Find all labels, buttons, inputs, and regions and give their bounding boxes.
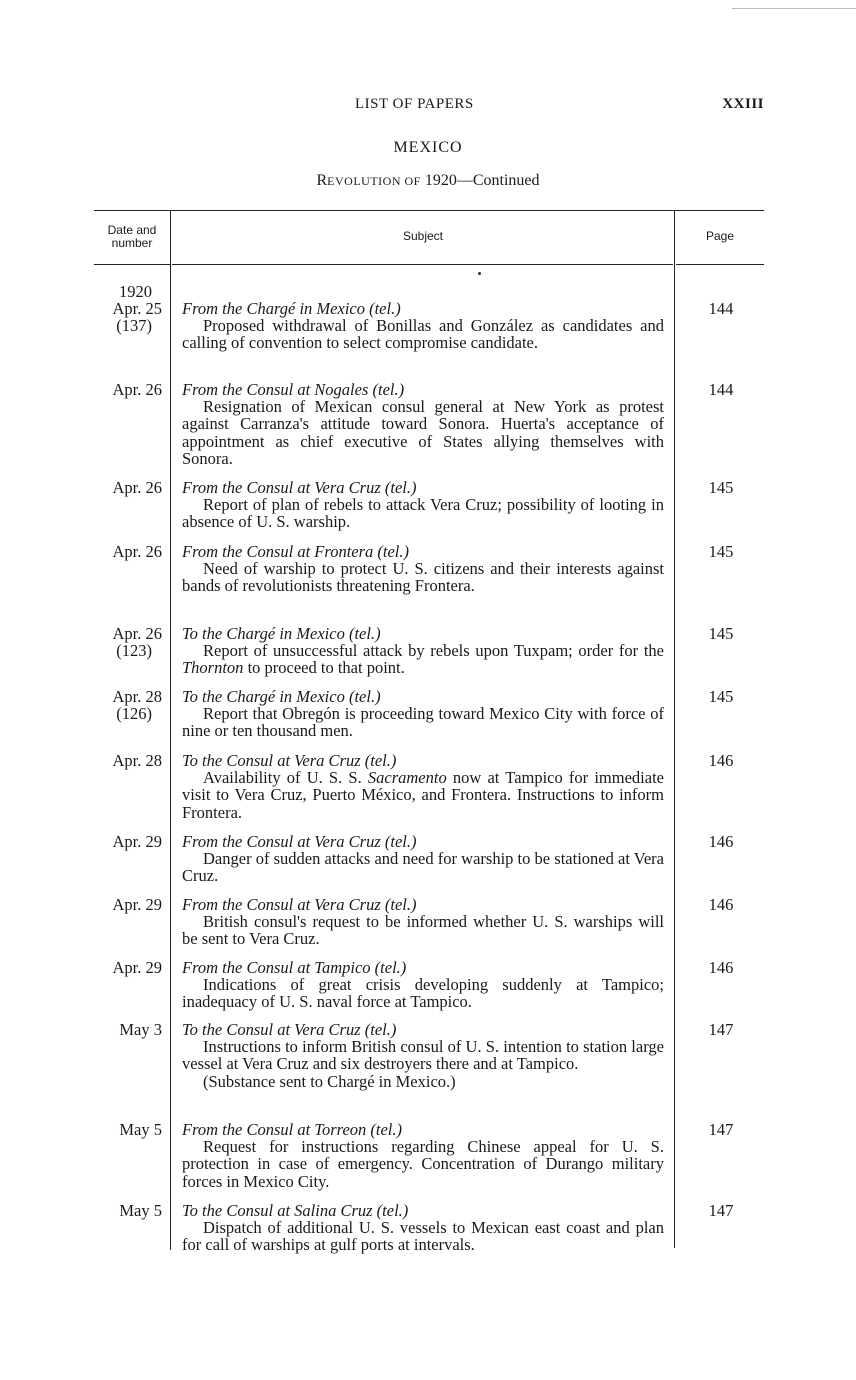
entry-body: Need of warship to protect U. S. citizens and their interests against bands of revolutionists threatening Frontera.: [182, 559, 664, 596]
entry-date: Apr. 26: [112, 380, 162, 399]
entry-date: May 3: [119, 1020, 162, 1039]
entry-heading: To the Consul at Vera Cruz (tel.): [182, 751, 397, 770]
entry-subject: [182, 833, 664, 885]
entry-date: May 5: [119, 1120, 162, 1139]
header-bottom-rule-date: [94, 264, 170, 265]
running-head: [0, 96, 856, 116]
entry-page: 145: [708, 624, 734, 643]
entry-heading: To the Chargé in Mexico (tel.): [182, 687, 381, 706]
entry-body: Availability of U. S. S. Sacramento now at Tampico for immediate visit to Vera Cruz, Puerto México, and Frontera. Instructions to inform Frontera.: [182, 768, 664, 822]
entry-heading: To the Consul at Salina Cruz (tel.): [182, 1201, 409, 1220]
entry-subject: [182, 300, 664, 352]
section-heading-smallcaps: EVOLUTION OF: [327, 174, 421, 188]
entry-heading: From the Consul at Vera Cruz (tel.): [182, 895, 417, 914]
entry-subject: [182, 479, 664, 531]
header-bottom-rule-page: [676, 264, 764, 265]
entry-subject: [182, 1121, 664, 1190]
entry-body: Danger of sudden attacks and need for warship to be stationed at Vera Cruz.: [182, 849, 664, 886]
column-header-subject: Subject: [402, 229, 444, 243]
year-label: 1920: [119, 282, 152, 301]
entry-heading: From the Consul at Torreon (tel.): [182, 1120, 403, 1139]
entry-subject: [182, 1202, 664, 1254]
entry-page: 146: [708, 751, 734, 770]
running-title: LIST OF PAPERS: [355, 96, 474, 112]
entry-body: Proposed withdrawal of Bonillas and González as candidates and calling of convention to select compromise candidate.: [182, 316, 664, 353]
entry-date: Apr. 26 (123): [92, 625, 162, 659]
entry-page: 145: [708, 478, 734, 497]
entry-date: Apr. 29: [112, 832, 162, 851]
entry-number: (123): [116, 641, 152, 660]
header-bottom-rule-subject: [172, 264, 673, 265]
entry-body: Report of plan of rebels to attack Vera Cruz; possibility of looting in absence of U. S. warship.: [182, 495, 664, 532]
column-header-page: Page: [705, 229, 735, 243]
entry-subject: [182, 625, 664, 677]
entry-date: Apr. 26: [112, 478, 162, 497]
entry-body: Indications of great crisis developing suddenly at Tampico; inadequacy of U. S. naval force at Tampico.: [182, 975, 664, 1012]
entry-number: (126): [116, 704, 152, 723]
entry-heading: From the Consul at Vera Cruz (tel.): [182, 832, 417, 851]
entry-heading: To the Chargé in Mexico (tel.): [182, 624, 381, 643]
entry-heading: From the Consul at Frontera (tel.): [182, 542, 410, 561]
column-header-date: Date and number: [107, 223, 157, 250]
page-number: XXIII: [722, 96, 764, 112]
top-edge-rule: [732, 8, 856, 9]
table-top-rule: [94, 210, 764, 211]
entry-page: 145: [708, 687, 734, 706]
entry-page: 146: [708, 895, 734, 914]
column-divider-left: [170, 210, 171, 1250]
entry-date: Apr. 29: [112, 895, 162, 914]
entry-page: 147: [708, 1201, 734, 1220]
entry-body: Instructions to inform British consul of U. S. intention to station large vessel at Vera Cruz and six destroyers there and at Tampico.: [182, 1037, 664, 1074]
section-heading-rest: 1920—Continued: [424, 172, 540, 189]
entry-heading: From the Consul at Nogales (tel.): [182, 380, 405, 399]
country-heading: MEXICO: [393, 139, 463, 156]
entry-date: May 5: [119, 1201, 162, 1220]
entry-date: Apr. 29: [112, 958, 162, 977]
entry-date: Apr. 26: [112, 542, 162, 561]
entry-note: (Substance sent to Chargé in Mexico.): [203, 1071, 456, 1091]
entry-page: 146: [708, 832, 734, 851]
entry-heading: From the Chargé in Mexico (tel.): [182, 299, 401, 318]
entry-subject: [182, 688, 664, 740]
entry-body: British consul's request to be informed whether U. S. warships will be sent to Vera Cruz.: [182, 912, 664, 949]
entry-date: Apr. 28 (126): [92, 688, 162, 722]
entry-body: Report that Obregón is proceeding toward Mexico City with force of nine or ten thousand men.: [182, 704, 664, 741]
entry-number: (137): [116, 316, 152, 335]
entry-page: 147: [708, 1120, 734, 1139]
entry-subject: [182, 1021, 664, 1090]
entry-heading: From the Consul at Tampico (tel.): [182, 958, 407, 977]
entry-page: 147: [708, 1020, 734, 1039]
section-heading: [0, 172, 856, 190]
entry-body: Report of unsuccessful attack by rebels upon Tuxpam; order for the Thornton to proceed to that point.: [182, 641, 664, 678]
stray-dot: [478, 272, 481, 275]
entry-date: Apr. 28: [112, 751, 162, 770]
entry-heading: To the Consul at Vera Cruz (tel.): [182, 1020, 397, 1039]
column-divider-right: [674, 210, 675, 1248]
entry-page: 144: [708, 299, 734, 318]
entry-subject: [182, 752, 664, 821]
entry-page: 145: [708, 542, 734, 561]
entry-page: 146: [708, 958, 734, 977]
entry-body: Request for instructions regarding Chinese appeal for U. S. protection in case of emergency. Concentration of Durango military forces in Mexico City.: [182, 1137, 664, 1191]
entry-subject: [182, 543, 664, 595]
entry-date: Apr. 25 (137): [92, 300, 162, 334]
entry-subject: [182, 896, 664, 948]
entry-subject: [182, 381, 664, 467]
entry-body: Dispatch of additional U. S. vessels to Mexican east coast and plan for call of warships at gulf ports at intervals.: [182, 1218, 664, 1255]
entry-heading: From the Consul at Vera Cruz (tel.): [182, 478, 417, 497]
entry-page: 144: [708, 380, 734, 399]
section-heading-initial: R: [316, 172, 328, 189]
entry-body: Resignation of Mexican consul general at New York as protest against Carranza's attitude toward Sonora. Huerta's acceptance of appointment as chief executive of States allying themselves with Sonora.: [182, 397, 664, 468]
entry-subject: [182, 959, 664, 1011]
